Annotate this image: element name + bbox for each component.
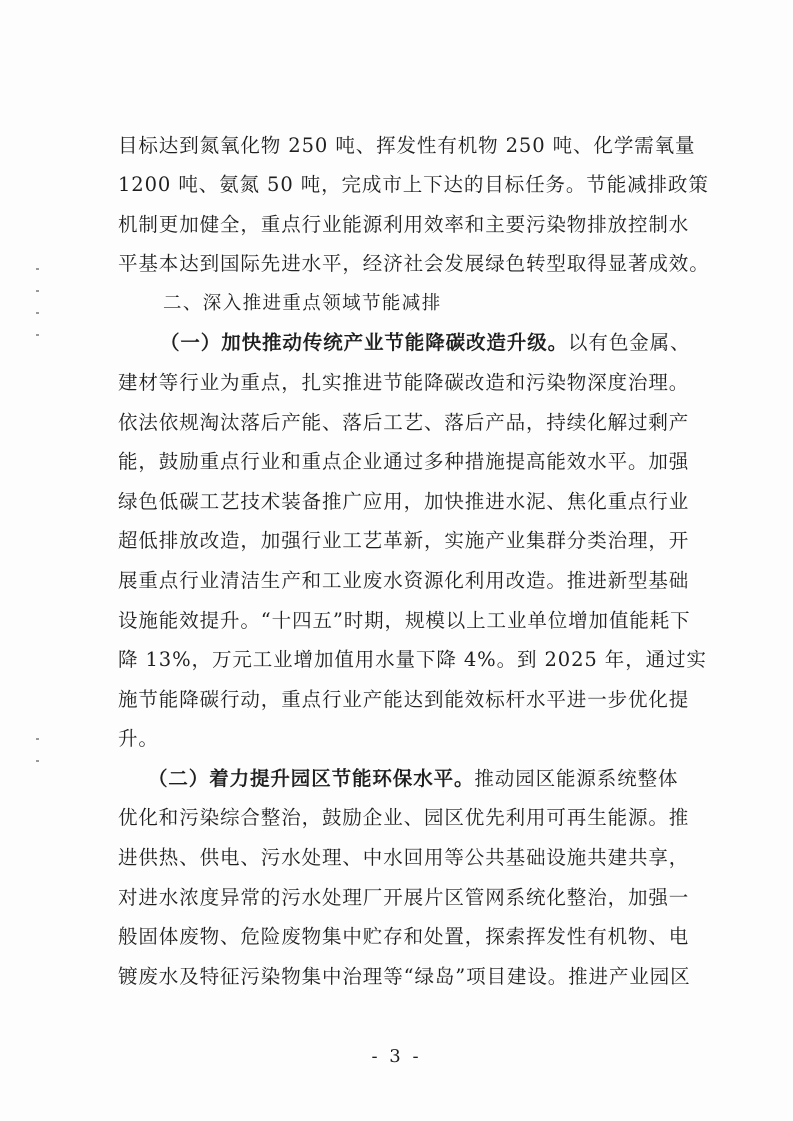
paragraph-2-first-line-rest: 推动园区能源系统整体 bbox=[474, 767, 679, 790]
body-line: 镀废水及特征污染物集中治理等“绿岛”项目建设。推进产业园区 bbox=[118, 965, 691, 988]
scan-mark bbox=[36, 312, 39, 314]
body-line: 般固体废物、危险废物集中贮存和处置，探索挥发性有机物、电 bbox=[118, 925, 690, 948]
body-line: 进供热、供电、污水处理、中水回用等公共基础设施共建共享， bbox=[118, 846, 690, 869]
scan-mark bbox=[36, 334, 39, 336]
section-heading: 二、深入推进重点领域节能减排 bbox=[163, 293, 442, 314]
page-number: - 3 - bbox=[371, 1046, 422, 1067]
body-line: 1200 吨、氨氮 50 吨，完成市上下达的目标任务。节能减排政策 bbox=[118, 173, 709, 196]
paragraph-1-heading: （一）加快推动传统产业节能降碳改造升级。 bbox=[160, 331, 569, 354]
scan-mark bbox=[36, 760, 39, 762]
scan-mark bbox=[36, 738, 39, 740]
scan-mark bbox=[36, 268, 39, 270]
paragraph-2-heading: （二）着力提升园区节能环保水平。 bbox=[148, 767, 475, 790]
body-line: 平基本达到国际先进水平，经济社会发展绿色转型取得显著成效。 bbox=[118, 252, 710, 275]
paragraph-1-first-line-rest: 以有色金属、 bbox=[568, 331, 691, 354]
paragraph-1-first-line bbox=[160, 331, 690, 355]
body-line: 目标达到氮氧化物 250 吨、挥发性有机物 250 吨、化学需氧量 bbox=[118, 134, 696, 157]
body-line: 展重点行业清洁生产和工业废水资源化利用改造。推进新型基础 bbox=[118, 569, 690, 592]
body-line: 施节能降碳行动，重点行业产能达到能效标杆水平进一步优化提 bbox=[118, 688, 690, 711]
body-line: 对进水浓度异常的污水处理厂开展片区管网系统化整治，加强一 bbox=[118, 886, 690, 909]
body-line: 升。 bbox=[118, 727, 159, 750]
body-line: 设施能效提升。“十四五”时期，规模以上工业单位增加值能耗下 bbox=[118, 609, 691, 632]
body-line: 优化和污染综合整治，鼓励企业、园区优先利用可再生能源。推 bbox=[118, 806, 690, 829]
scan-mark bbox=[36, 290, 39, 292]
body-line: 能，鼓励重点行业和重点企业通过多种措施提高能效水平。加强 bbox=[118, 450, 690, 473]
body-line: 机制更加健全，重点行业能源利用效率和主要污染物排放控制水 bbox=[118, 213, 690, 236]
body-line: 绿色低碳工艺技术装备推广应用，加快推进水泥、焦化重点行业 bbox=[118, 490, 690, 513]
body-line: 超低排放改造，加强行业工艺革新，实施产业集群分类治理，开 bbox=[118, 529, 690, 552]
body-line: 降 13%，万元工业增加值用水量下降 4%。到 2025 年，通过实 bbox=[118, 648, 707, 671]
body-line: 依法依规淘汰落后产能、落后工艺、落后产品，持续化解过剩产 bbox=[118, 411, 690, 434]
body-line: 建材等行业为重点，扎实推进节能降碳改造和污染物深度治理。 bbox=[118, 371, 690, 394]
paragraph-2-first-line bbox=[148, 767, 678, 791]
